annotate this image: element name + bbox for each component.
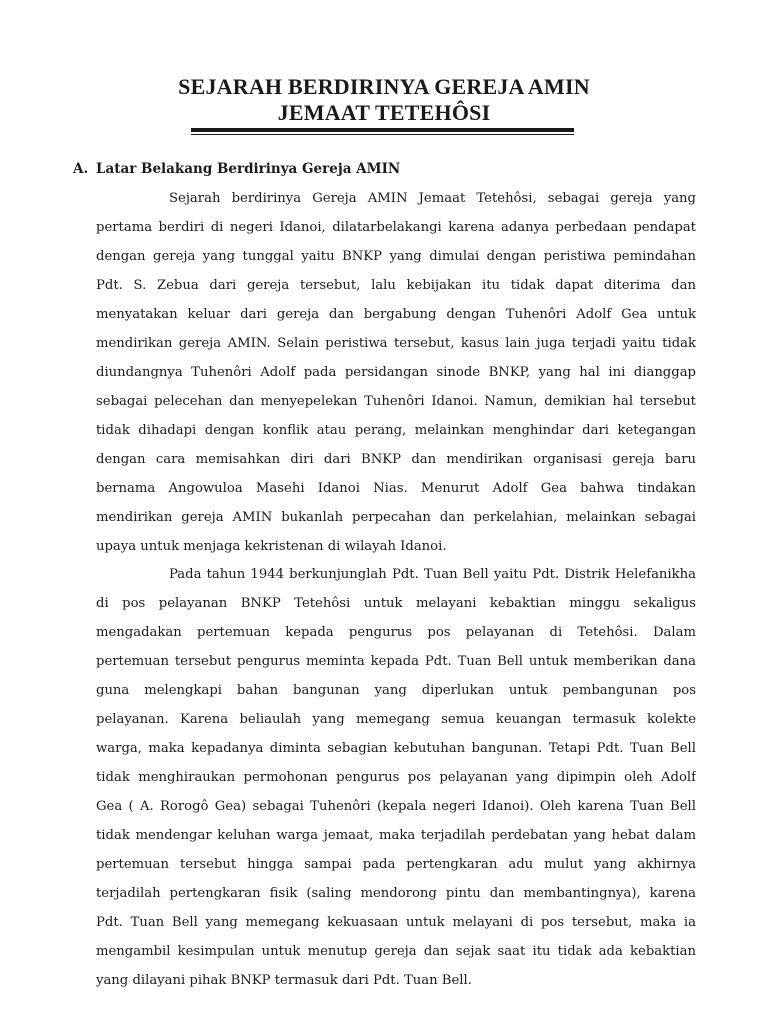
paragraph-line: dengan gereja yang tunggal yaitu BNKP yang dimulai dengan peristiwa pemindahan [96, 249, 696, 264]
paragraph-line: pertama berdiri di negeri Idanoi, dilatarbelakangi karena adanya perbedaan pendapat [96, 220, 696, 235]
paragraph-line: tidak menghiraukan permohonan pengurus pos pelayanan yang dipimpin oleh Adolf [96, 770, 696, 785]
paragraph-line: pertemuan tersebut pengurus meminta kepada Pdt. Tuan Bell untuk memberikan dana [96, 654, 696, 669]
paragraph-line: mendirikan gereja AMIN bukanlah perpecahan dan perkelahian, melainkan sebagai [96, 510, 696, 525]
paragraph-line: mengambil kesimpulan untuk menutup gereja dan sejak saat itu tidak ada kebaktian [96, 944, 696, 959]
paragraph-line: menyatakan keluar dari gereja dan bergabung dengan Tuhenôri Adolf Gea untuk [96, 307, 696, 322]
paragraph-line: tidak dihadapi dengan konflik atau perang, melainkan menghindar dari ketegangan [96, 423, 696, 438]
paragraph-1 [96, 184, 696, 561]
paragraph-line: upaya untuk menjaga kekristenan di wilayah Idanoi. [96, 539, 447, 554]
paragraph-line: pertemuan tersebut hingga sampai pada pertengkaran adu mulut yang akhirnya [96, 857, 696, 872]
paragraph-line: di pos pelayanan BNKP Tetehôsi untuk melayani kebaktian minggu sekaligus [96, 596, 696, 611]
paragraph-line: tidak mendengar keluhan warga jemaat, maka terjadilah perdebatan yang hebat dalam [96, 828, 696, 843]
paragraph-line: mendirikan gereja AMIN. Selain peristiwa tersebut, kasus lain juga terjadi yaitu tidak [96, 336, 696, 351]
section-heading-text: Latar Belakang Berdirinya Gereja AMIN [96, 161, 401, 177]
paragraph-line: pelayanan. Karena beliaulah yang memegang semua keuangan termasuk kolekte [96, 712, 696, 727]
section-marker: A. [73, 161, 89, 177]
paragraph-line: Sejarah berdirinya Gereja AMIN Jemaat Tetehôsi, sebagai gereja yang [169, 191, 696, 206]
paragraph-line: bernama Angowuloa Masehi Idanoi Nias. Menurut Adolf Gea bahwa tindakan [96, 481, 696, 496]
paragraph-line: guna melengkapi bahan bangunan yang diperlukan untuk pembangunan pos [96, 683, 696, 698]
paragraph-line: terjadilah pertengkaran fisik (saling mendorong pintu dan membantingnya), karena [96, 886, 696, 901]
paragraph-line: diundangnya Tuhenôri Adolf pada persidangan sinode BNKP, yang hal ini dianggap [96, 365, 696, 380]
section-heading [73, 159, 400, 179]
paragraph-line: Pdt. S. Zebua dari gereja tersebut, lalu kebijakan itu tidak dapat diterima dan [96, 278, 696, 293]
paragraph-line: yang dilayani pihak BNKP termasuk dari Pdt. Tuan Bell. [96, 973, 472, 988]
paragraph-line: Pdt. Tuan Bell yang memegang kekuasaan untuk melayani di pos tersebut, maka ia [96, 915, 696, 930]
paragraph-line: Gea ( A. Rorogô Gea) sebagai Tuhenôri (kepala negeri Idanoi). Oleh karena Tuan Bell [96, 799, 696, 814]
document-title-line-2: JEMAAT TETEHÔSI [277, 100, 491, 125]
title-double-rule-thin [191, 134, 574, 135]
paragraph-line: dengan cara memisahkan diri dari BNKP dan mendirikan organisasi gereja baru [96, 452, 696, 467]
paragraph-line: mengadakan pertemuan kepada pengurus pos pelayanan di Tetehôsi. Dalam [96, 625, 696, 640]
paragraph-2 [96, 560, 696, 995]
title-double-rule-thick [191, 128, 574, 132]
paragraph-line: Pada tahun 1944 berkunjunglah Pdt. Tuan Bell yaitu Pdt. Distrik Helefanikha [169, 567, 696, 582]
document-title-line-1: SEJARAH BERDIRINYA GEREJA AMIN [178, 74, 590, 99]
paragraph-line: warga, maka kepadanya diminta sebagian kebutuhan bangunan. Tetapi Pdt. Tuan Bell [96, 741, 696, 756]
paragraph-line: sebagai pelecehan dan menyepelekan Tuhenôri Idanoi. Namun, demikian hal tersebut [96, 394, 696, 409]
